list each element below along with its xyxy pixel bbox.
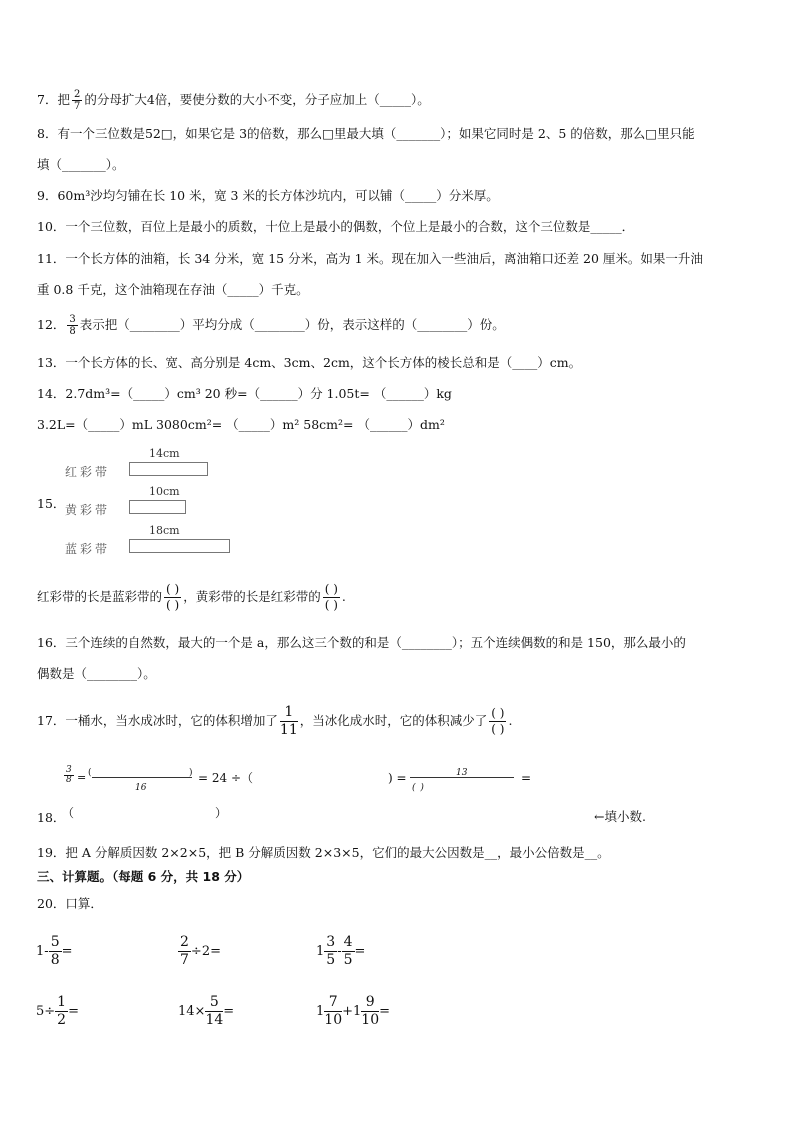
question-16-line-1: 16．三个连续的自然数，最大的一个是 a，那么这三个数的和是（________）；五个连续偶数的和是 150，那么最小的 [37,635,686,650]
section-3-heading: 三、计算题。（每题 6 分，共 18 分） [37,869,250,884]
question-16-line-2: 偶数是（________）。 [37,666,156,681]
q18-num-13: 13 [456,768,468,778]
question-19: 19．把 A 分解质因数 2×2×5，把 B 分解质因数 2×3×5，它们的最大公因数是__，最小公倍数是__。 [37,845,610,860]
q18-close2: ） [215,806,228,820]
q18-close: ) = [388,771,407,785]
question-9: 9．60m³沙均匀铺在长 10 米，宽 3 米的长方体沙坑内，可以铺（_____）分米厚。 [37,188,499,203]
q18-paren-close: ) [189,768,193,778]
calc-item-3: 1 $\frac{3}{5}$ - $\frac{4}{5}$ = [316,934,366,968]
question-11-line-1: 11．一个长方体的油箱，长 34 分米，宽 15 分米，高为 1 米。现在加入一些油后，离油箱口还差 20 厘米。如果一升油 [37,251,703,266]
calc-item-6: 1 $\frac{7}{10}$ +1 $\frac{9}{10}$ = [316,994,391,1028]
question-14-line-2: 3.2L=（_____）mL 3080cm²= （_____）m² 58cm²= （______）dm² [37,417,445,432]
question-17: 17．一桶水，当水成冰时，它的体积增加了 $\frac{1}{11}$ ，当冰化成水时，它的体积减少了 $\frac{( )}{( )}$ . [37,704,513,738]
calc-item-2: $\frac{2}{7}$ ÷2= [180,934,221,968]
blue-ribbon-length: 18cm [149,524,180,537]
q12-fraction: $\frac{3}{8}$ [69,314,76,337]
blue-ribbon-bar [129,539,230,553]
question-10: 10．一个三位数，百位上是最小的质数，十位上是最小的偶数，个位上是最小的合数，这个三位数是_____． [37,219,635,234]
q18-fraction-line-2 [410,777,514,778]
red-ribbon-label: 红彩带 [65,465,111,479]
question-15-sentence: 红彩带的长是蓝彩带的 $\frac{( )}{( )}$ ，黄彩带的长是红彩带的 $\frac{( )}{( )}$ . [37,582,346,612]
q15-blank-fraction-1: $\frac{( )}{( )}$ [166,582,180,612]
red-ribbon-length: 14cm [149,447,180,460]
q18-hint: ←填小数. [594,809,646,824]
question-7 [37,89,430,112]
question-12: 12． $\frac{3}{8}$ 表示把（________）平均分成（________）份，表示这样的（________）份。 [37,314,505,337]
q18-eq1: = [77,771,87,784]
q18-den-16: 16 [135,783,147,793]
yellow-ribbon-length: 10cm [149,485,180,498]
question-14-line-1: 14．2.7dm³=（_____）cm³ 20 秒=（______）分 1.05t= （______）kg [37,386,452,401]
q17-blank-fraction: $\frac{( )}{( )}$ [491,706,505,736]
q15-blank-fraction-2: $\frac{( )}{( )}$ [324,582,338,612]
yellow-ribbon-bar [129,500,186,514]
blue-ribbon-label: 蓝彩带 [65,542,111,556]
q7-text: 的分母扩大4倍，要使分数的大小不变，分子应加上（_____）。 [84,92,430,107]
question-20-title: 20．口算． [37,896,103,911]
calc-item-1: 1- $\frac{5}{8}$ = [36,934,73,968]
q7-prefix: 7．把 [37,92,70,107]
calc-item-5: 14× $\frac{5}{14}$ = [178,994,235,1028]
question-8-line-1: 8．有一个三位数是52□，如果它是 3的倍数，那么□里最大填（_______）；如果它同时是 2、5 的倍数，那么□里只能 [37,126,695,141]
q18-eq2: = 24 ÷（ [198,771,254,785]
q18-eq3: = [521,771,532,785]
q7-fraction: $\frac{2}{7}$ [73,89,81,112]
question-18-number: 18． [37,810,66,825]
q18-fraction-line-1 [92,777,192,778]
red-ribbon-bar [129,462,208,476]
question-11-line-2: 重 0.8 千克，这个油箱现在存油（_____）千克。 [37,282,309,297]
q18-paren-pair: ( ) [412,783,425,793]
question-15-number: 15． [37,496,66,511]
q18-paren-open: ( [88,768,92,778]
question-8-line-2: 填（_______）。 [37,157,125,172]
q18-three-eighths: $\frac{3}{8}$ [66,765,72,785]
q18-open: （ [62,806,75,820]
question-13: 13．一个长方体的长、宽、高分别是 4cm、3cm、2cm，这个长方体的棱长总和是（____）cm。 [37,355,582,370]
q17-fraction: $\frac{1}{11}$ [279,704,298,738]
calc-item-4: 5÷ $\frac{1}{2}$ = [36,994,79,1028]
yellow-ribbon-label: 黄彩带 [65,503,111,517]
